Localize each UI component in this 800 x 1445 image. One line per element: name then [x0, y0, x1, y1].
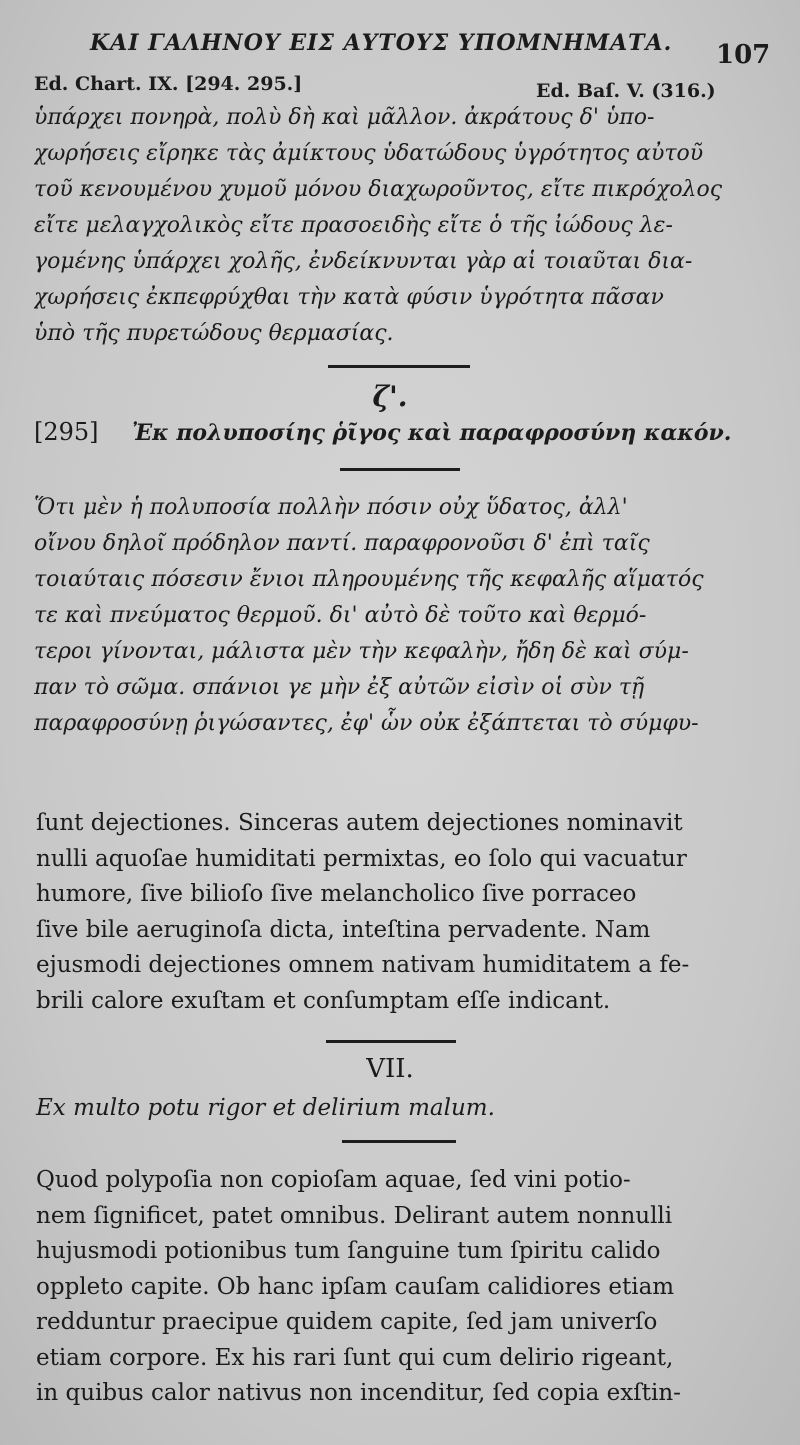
aphorism-latin: Ex multo potu rigor et delirium malum. [36, 1095, 495, 1121]
text-line: ſunt dejectiones. Sinceras autem dejectiones nominavit [36, 810, 683, 836]
text-line: ſive bile aeruginoſa dicta, inteſtina pervadente. Nam [36, 916, 651, 943]
text-line: τε καὶ πνεύματος θερμοῦ. δι' αὐτὸ δὲ τοῦτο καὶ θερμό- [34, 603, 647, 628]
text-line: brili calore exuſtam et conſumptam eſſe indicant. [36, 987, 611, 1014]
text-line: nem ſignificet, patet omnibus. Delirant autem nonnulli [36, 1202, 673, 1229]
text-line: humore, ſive bilioſo ſive melancholico ſive porraceo [36, 881, 637, 907]
text-line: ὑπάρχει πονηρὰ, πολὺ δὴ καὶ μᾶλλον. ἀκράτους δ' ὑπο- [34, 105, 655, 130]
text-line: in quibus calor nativus non incenditur, ſed copia exſtin- [36, 1380, 681, 1406]
page-number: 107 [716, 40, 771, 70]
text-line: hujusmodi potionibus tum ſanguine tum ſpiritu calido [36, 1238, 661, 1264]
greek-commentary-2 [34, 490, 766, 742]
running-head: ΚΑΙ ΓΑΛΗΝΟΥ ΕΙΣ ΑΥΤΟΥΣ ΥΠΟΜΝΗΜΑΤΑ. [90, 30, 673, 56]
text-line: nulli aquoſae humiditati permixtas, eo ſolo qui vacuatur [36, 845, 687, 872]
section-number-latin: VII. [366, 1054, 414, 1084]
text-line: Quod polypoſia non copioſam aquae, ſed vini potio- [36, 1167, 631, 1193]
greek-commentary-1 [34, 100, 766, 352]
latin-commentary-1 [36, 806, 766, 1019]
text-line: οἴνου δηλοῖ πρόδηλον παντί. παραφρονοῦσι δ' ἐπὶ ταῖς [34, 531, 650, 556]
text-line: τεροι γίνονται, μάλιστα μὲν τὴν κεφαλὴν, ἤδη δὲ καὶ σύμ- [34, 639, 689, 664]
text-line: χωρήσεις εἴρηκε τὰς ἀμίκτους ὑδατώδους ὑγρότητος αὐτοῦ [34, 141, 704, 166]
edition-reference-basel: Ed. Baſ. V. (316.) [536, 80, 716, 102]
text-line: παν τὸ σῶμα. σπάνιοι γε μὴν ἐξ αὐτῶν εἰσὶν οἱ σὺν τῇ [34, 675, 645, 700]
aphorism-rule [342, 1140, 456, 1143]
text-line: ὑπὸ τῆς πυρετώδους θερμασίας. [34, 321, 394, 346]
page-reference: [295] [34, 418, 99, 446]
text-line: τοῦ κενουμένου χυμοῦ μόνου διαχωροῦντος, εἴτε πικρόχολος [34, 177, 723, 202]
aphorism-rule [340, 468, 460, 471]
text-line: oppleto capite. Ob hanc ipſam cauſam calidiores etiam [36, 1273, 675, 1300]
section-rule [326, 1040, 456, 1043]
section-rule [328, 365, 470, 368]
text-line: redduntur praecipue quidem capite, ſed jam univerſo [36, 1309, 658, 1335]
text-line: γομένης ὑπάρχει χολῆς, ἐνδείκνυνται γὰρ αἱ τοιαῦται δια- [34, 249, 693, 274]
edition-reference-chartier: Ed. Chart. IX. [294. 295.] [34, 73, 303, 95]
aphorism-greek: Ἐκ πολυποσίης ῥῖγος καὶ παραφροσύνη κακόν. [132, 420, 732, 446]
latin-commentary-2 [36, 1163, 766, 1412]
text-line: τοιαύταις πόσεσιν ἔνιοι πληρουμένης τῆς κεφαλῆς αἵματός [34, 567, 704, 592]
text-line: ejusmodi dejectiones omnem nativam humiditatem a fe- [36, 952, 690, 978]
text-line: παραφροσύνῃ ῥιγώσαντες, ἐφ' ὧν οὐκ ἐξάπτεται τὸ σύμφυ- [34, 711, 699, 736]
section-number-greek: ζ'. [372, 380, 408, 413]
text-line: εἴτε μελαγχολικὸς εἴτε πρασοειδὴς εἴτε ὁ τῆς ἰώδους λε- [34, 213, 673, 238]
text-line: Ὅτι μὲν ἡ πολυποσία πολλὴν πόσιν οὐχ ὕδατος, ἀλλ' [34, 495, 628, 520]
text-line: etiam corpore. Ex his rari ſunt qui cum delirio rigeant, [36, 1344, 674, 1371]
text-line: χωρήσεις ἐκπεφρύχθαι τὴν κατὰ φύσιν ὑγρότητα πᾶσαν [34, 285, 664, 310]
